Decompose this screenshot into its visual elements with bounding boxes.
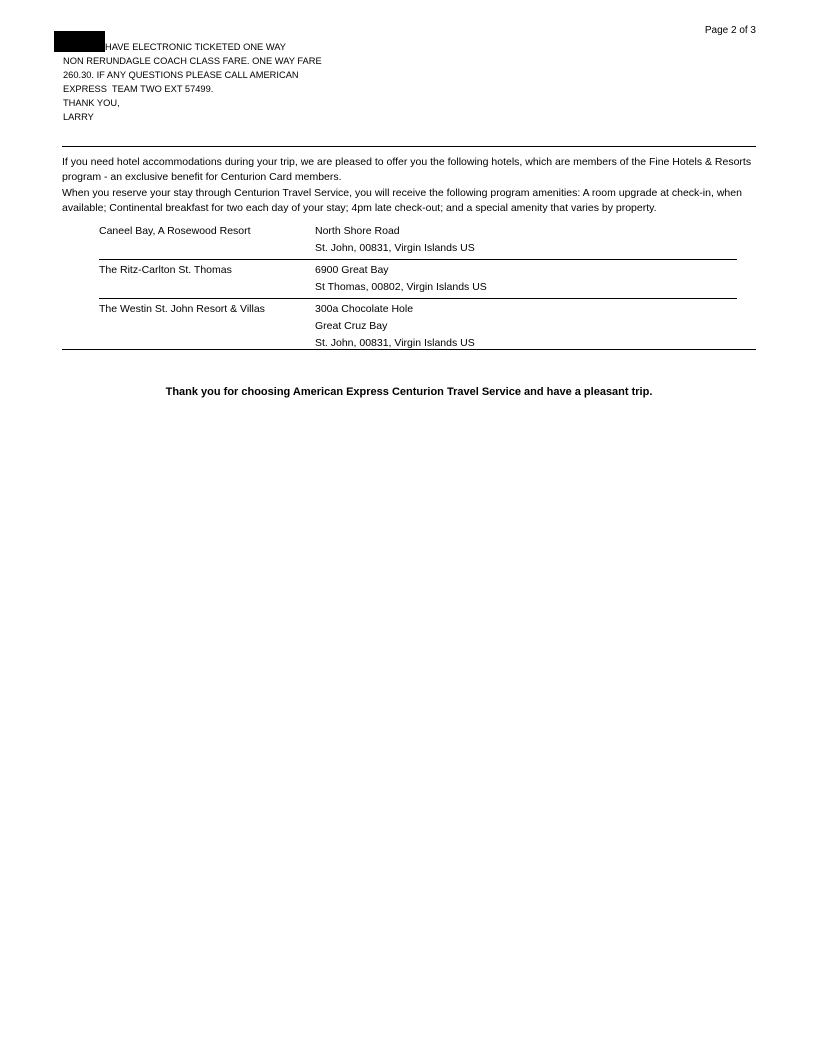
hotel-row	[99, 260, 737, 299]
address-line: St. John, 00831, Virgin Islands US	[315, 242, 475, 254]
remarks-line: LARRY	[63, 112, 94, 122]
address-line: St. John, 00831, Virgin Islands US	[315, 337, 475, 349]
intro-paragraph: When you reserve your stay through Centurion Travel Service, you will receive the following program amenities: A room upgrade at check-in, when available; Continental breakfast for two each day of your stay; 4pm late check-out; and a special amenity that varies by property.	[62, 186, 742, 215]
remarks-line: HAVE ELECTRONIC TICKETED ONE WAY	[105, 42, 286, 52]
remarks-line: NON RERUNDAGLE COACH CLASS FARE. ONE WAY FARE	[63, 56, 322, 66]
section-divider-top	[62, 146, 756, 147]
address-line: St Thomas, 00802, Virgin Islands US	[315, 281, 487, 293]
address-line: 300a Chocolate Hole	[315, 303, 414, 315]
remarks-line: THANK YOU,	[63, 98, 120, 108]
hotel-address	[315, 223, 737, 257]
section-divider-bottom	[62, 349, 756, 350]
page-number: Page 2 of 3	[704, 25, 756, 36]
hotel-row	[99, 221, 737, 260]
address-line: 6900 Great Bay	[315, 264, 389, 276]
remarks-line: 260.30. IF ANY QUESTIONS PLEASE CALL AMERICAN	[63, 70, 299, 80]
hotel-list	[99, 221, 737, 354]
address-line: Great Cruz Bay	[315, 320, 388, 332]
hotel-offer-intro	[62, 155, 756, 217]
hotel-name: The Ritz-Carlton St. Thomas	[99, 264, 232, 276]
remarks-line: EXPRESS TEAM TWO EXT 57499.	[63, 84, 214, 94]
hotel-name: The Westin St. John Resort & Villas	[99, 303, 265, 315]
intro-paragraph: If you need hotel accommodations during your trip, we are pleased to offer you the following hotels, which are members of the Fine Hotels & Resorts program - an exclusive benefit for Centurion Card members.	[62, 156, 752, 184]
hotel-name: Caneel Bay, A Rosewood Resort	[99, 225, 251, 237]
address-line: North Shore Road	[315, 225, 400, 237]
hotel-address	[315, 301, 737, 352]
closing-message: Thank you for choosing American Express Centurion Travel Service and have a pleasant trip.	[165, 386, 653, 398]
agent-remarks	[63, 40, 463, 124]
hotel-row	[99, 299, 737, 354]
hotel-address	[315, 262, 737, 296]
